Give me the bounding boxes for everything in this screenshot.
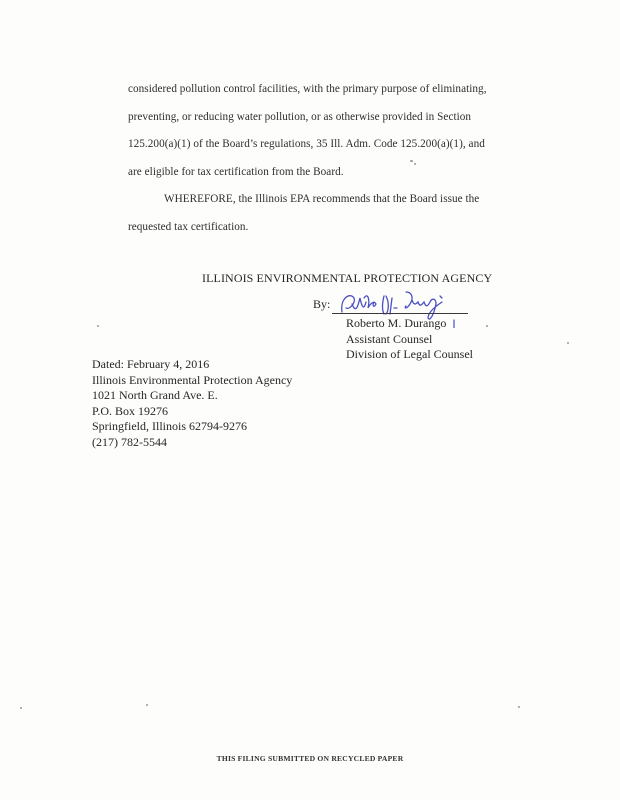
dated-line: Dated: February 4, 2016: [92, 357, 210, 371]
scan-speck: [486, 325, 488, 327]
scan-speck: [20, 707, 22, 709]
paragraph-line: are eligible for tax certification from the Board.: [128, 165, 344, 178]
signer-name: Roberto M. Durango: [346, 316, 447, 330]
scan-speck: [414, 163, 416, 165]
street-line: 1021 North Grand Ave. E.: [92, 388, 218, 403]
scan-speck: [410, 160, 413, 162]
phone-line: (217) 782-5544: [92, 434, 167, 449]
signature-line: [332, 313, 468, 314]
signer-division: Division of Legal Counsel: [346, 347, 473, 361]
scan-speck: [567, 342, 569, 344]
org-line: Illinois Environmental Protection Agency: [92, 372, 293, 387]
paragraph-line: WHEREFORE, the Illinois EPA recommends that the Board issue the: [164, 193, 480, 205]
paragraph-line: 125.200(a)(1) of the Board’s regulations, 35 Ill. Adm. Code 125.200(a)(1), and: [128, 138, 485, 150]
agency-name: ILLINOIS ENVIRONMENTAL PROTECTION AGENCY: [202, 271, 493, 285]
signer-block: [346, 316, 473, 363]
city-line: Springfield, Illinois 62794-9276: [92, 419, 247, 434]
body-paragraph-1: [128, 76, 518, 186]
paragraph-line: preventing, or reducing water pollution, or as otherwise provided in Section: [128, 110, 472, 123]
po-box-line: P.O. Box 19276: [92, 403, 169, 418]
paragraph-line: requested tax certification.: [128, 220, 249, 233]
scan-speck: [97, 325, 99, 327]
footer-notice: THIS FILING SUBMITTED ON RECYCLED PAPER: [216, 754, 404, 763]
by-label: By:: [313, 297, 331, 311]
body-paragraph-2: [128, 186, 518, 241]
address-block: [92, 357, 292, 451]
signer-title: Assistant Counsel: [346, 331, 433, 346]
scan-speck: [146, 704, 148, 706]
scan-speck: [518, 706, 520, 708]
paragraph-line: considered pollution control facilities, with the primary purpose of eliminating,: [128, 83, 487, 95]
